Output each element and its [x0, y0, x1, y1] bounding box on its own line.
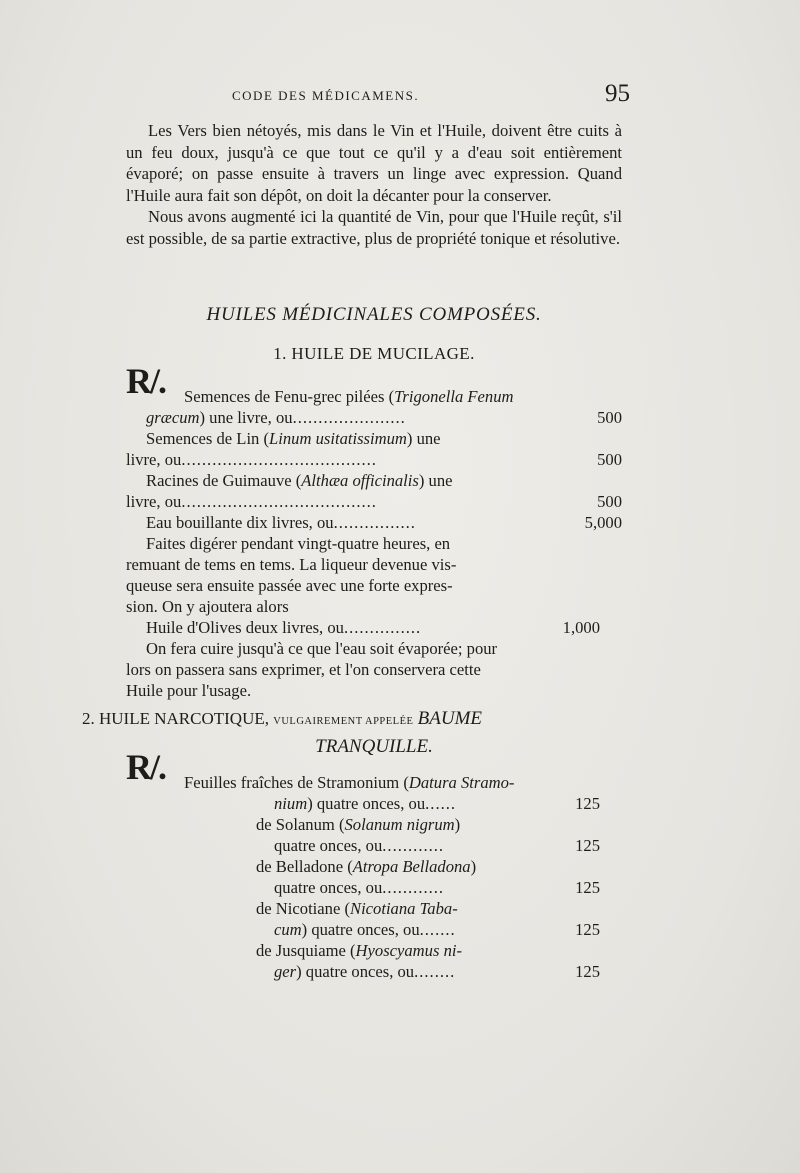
recipe-1-line-12 — [146, 617, 600, 638]
recipe-1-line-13: On fera cuire jusqu'à ce que l'eau soit évaporée; pour — [146, 639, 498, 658]
leader-dots: ....... — [419, 920, 456, 939]
text: Semences de Lin ( — [146, 429, 270, 448]
recipe-1-title: 1. HUILE DE MUCILAGE. — [273, 344, 475, 363]
title-italic: BAUME — [417, 708, 483, 729]
text: livre, ou — [126, 450, 182, 469]
latin-name: cum — [274, 920, 302, 939]
amount: 125 — [575, 962, 600, 981]
amount: 125 — [575, 920, 600, 939]
leader-dots: ...... — [425, 794, 457, 813]
intro-paragraph-1: Les Vers bien nétoyés, mis dans le Vin et l'Huile, doivent être cuits à un feu doux, jusqu'à ce que tout ce qu'il y a d'eau soit entièrement évaporé; on passe ensuite à travers un linge avec expression. Quand l'Huile aura fait son dépôt, on doit la décanter pour la conserver. — [126, 121, 622, 205]
recipe-2-line-1 — [184, 772, 514, 793]
text: Huile d'Olives deux livres, ou — [146, 618, 344, 637]
recipe-2-title-continued: TRANQUILLE. — [315, 736, 433, 757]
text: ) — [454, 815, 461, 834]
recipe-2-title — [82, 708, 642, 730]
recipe-1-line-8: Faites digérer pendant vingt-quatre heures, en — [146, 534, 451, 553]
recipe-1-line-11: sion. On y ajoutera alors — [126, 597, 289, 616]
leader-dots: ........ — [414, 962, 456, 981]
recipe-2-line-6 — [274, 877, 600, 898]
recipe-1-line-1 — [184, 386, 514, 407]
amount: 125 — [575, 878, 600, 897]
recipe-1-line-5 — [146, 470, 452, 491]
recipe-2-line-7 — [256, 898, 458, 919]
recipe-1-rx-symbol: R/. — [126, 361, 165, 401]
text: Feuilles fraîches de Stramonium ( — [184, 773, 409, 792]
amount: 500 — [597, 450, 622, 469]
text: de Solanum ( — [256, 815, 345, 834]
recipe-2-line-10 — [274, 961, 600, 982]
recipe-2-line-3 — [256, 814, 460, 835]
leader-dots: ...................... — [292, 408, 406, 427]
recipe-2-line-4 — [274, 835, 600, 856]
latin-name: ger — [274, 962, 297, 981]
leader-dots: ............... — [343, 618, 422, 637]
text: quatre onces, ou — [274, 836, 383, 855]
recipe-1-line-3 — [146, 428, 441, 449]
intro-text — [126, 120, 622, 250]
text: de Belladone ( — [256, 857, 353, 876]
text: ) — [470, 857, 477, 876]
text: ) quatre onces, ou — [301, 920, 420, 939]
text: quatre onces, ou — [274, 878, 383, 897]
latin-name: nium — [274, 794, 308, 813]
intro-paragraph-2: Nous avons augmenté ici la quantité de Vin, pour que l'Huile reçût, s'il est possible, de sa partie extractive, plus de propriété tonique et résolutive. — [126, 207, 622, 248]
latin-name: Datura Stramo- — [408, 773, 515, 792]
text: Racines de Guimauve ( — [146, 471, 302, 490]
latin-name: Linum usitatissimum — [269, 429, 407, 448]
text: de Jusquiame ( — [256, 941, 356, 960]
recipe-1-line-15: Huile pour l'usage. — [126, 681, 252, 700]
amount: 500 — [597, 408, 622, 427]
recipe-1-line-6 — [126, 491, 622, 512]
title-main: 2. HUILE NARCOTIQUE, — [82, 709, 269, 728]
recipe-2-line-9 — [256, 940, 462, 961]
latin-name: Solanum nigrum — [344, 815, 455, 834]
recipe-1-line-7 — [146, 512, 622, 533]
recipe-2-line-2 — [274, 793, 600, 814]
latin-name: græcum — [146, 408, 200, 427]
text: ) quatre onces, ou — [307, 794, 426, 813]
recipe-2-line-5 — [256, 856, 476, 877]
latin-name: Hyoscyamus ni- — [355, 941, 462, 960]
recipe-2-rx-symbol: R/. — [126, 747, 165, 787]
recipe-1-line-14: lors on passera sans exprimer, et l'on conservera cette — [126, 660, 481, 679]
leader-dots: ............ — [382, 836, 445, 855]
text: ) une — [406, 429, 441, 448]
latin-name: Nicotiana Taba- — [350, 899, 458, 918]
recipe-2-line-8 — [274, 919, 600, 940]
amount: 125 — [575, 794, 600, 813]
recipe-1-line-2 — [146, 407, 622, 428]
text: ) une — [418, 471, 453, 490]
text: de Nicotiane ( — [256, 899, 350, 918]
amount: 1,000 — [562, 618, 600, 637]
latin-name: Atropa Belladona — [352, 857, 471, 876]
amount: 500 — [597, 492, 622, 511]
leader-dots: ...................................... — [181, 492, 377, 511]
page-number: 95 — [605, 80, 630, 107]
title-small: VULGAIREMENT APPELÉE — [273, 716, 414, 727]
recipe-1-line-4 — [126, 449, 622, 470]
amount: 125 — [575, 836, 600, 855]
section-title: HUILES MÉDICINALES COMPOSÉES. — [206, 304, 542, 325]
recipe-1-line-9: remuant de tems en tems. La liqueur devenue vis- — [126, 555, 457, 574]
text: Eau bouillante dix livres, ou — [146, 513, 334, 532]
recipe-1-line-10: queuse sera ensuite passée avec une forte expres- — [126, 576, 453, 595]
page-header — [232, 80, 630, 107]
leader-dots: ............ — [382, 878, 445, 897]
leader-dots: ...................................... — [181, 450, 377, 469]
leader-dots: ................ — [333, 513, 416, 532]
running-title: CODE DES MÉDICAMENS. — [232, 88, 420, 103]
text: ) quatre onces, ou — [296, 962, 415, 981]
amount: 5,000 — [584, 513, 622, 532]
latin-name: Althæa officinalis — [301, 471, 419, 490]
text: livre, ou — [126, 492, 182, 511]
text: Semences de Fenu-grec pilées ( — [184, 387, 395, 406]
latin-name: Trigonella Fenum — [394, 387, 514, 406]
text: ) une livre, ou — [199, 408, 293, 427]
